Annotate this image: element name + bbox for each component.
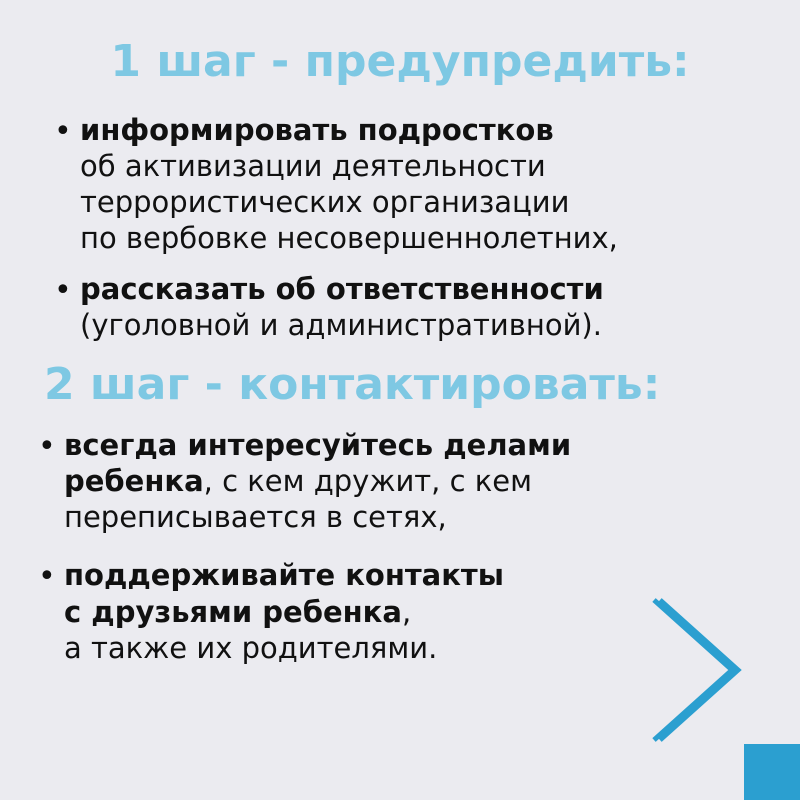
list-item-bold-lead: рассказать об ответственности bbox=[80, 271, 604, 306]
list-item bbox=[54, 271, 760, 344]
list-item-bold-lead: поддерживайте контакты bbox=[64, 558, 504, 593]
list-item-line: по вербовке несовершеннолетних, bbox=[80, 221, 618, 256]
bullet-dot-icon: • bbox=[54, 113, 72, 149]
list-item-bold-second: с друзьями ребенка bbox=[64, 594, 402, 629]
list-item-line: а также их родителями. bbox=[64, 630, 438, 665]
list-item bbox=[54, 112, 760, 257]
list-item-line: переписывается в сетях, bbox=[64, 500, 447, 535]
list-item-inline-rest: , bbox=[401, 594, 412, 629]
bullet-dot-icon: • bbox=[54, 272, 72, 308]
list-item-inline-rest: , с кем дружит, с кем bbox=[203, 463, 533, 498]
list-item-bold-lead: всегда интересуйтесь делами bbox=[64, 427, 572, 462]
list-item-line: об активизации деятельности bbox=[80, 148, 546, 183]
list-item-text bbox=[64, 557, 504, 666]
list-item-bold-second: ребенка bbox=[64, 463, 204, 498]
list-item-bold-lead: информировать подростков bbox=[80, 112, 554, 147]
section-2-heading: 2 шаг - контактировать: bbox=[44, 359, 661, 411]
list-item-line: террористических организации bbox=[80, 185, 570, 220]
list-item-text bbox=[80, 112, 618, 257]
list-item-line: (уголовной и административной). bbox=[80, 307, 602, 342]
bullet-dot-icon: • bbox=[38, 559, 56, 595]
section-1-list bbox=[30, 112, 770, 344]
list-item bbox=[38, 427, 760, 536]
bullet-dot-icon: • bbox=[38, 428, 56, 464]
section-2-list bbox=[30, 427, 770, 667]
list-item bbox=[38, 557, 760, 666]
section-1-heading: 1 шаг - предупредить: bbox=[110, 36, 690, 87]
list-item-text bbox=[64, 427, 571, 536]
list-item-text bbox=[80, 271, 604, 344]
corner-square-decor bbox=[744, 744, 800, 800]
